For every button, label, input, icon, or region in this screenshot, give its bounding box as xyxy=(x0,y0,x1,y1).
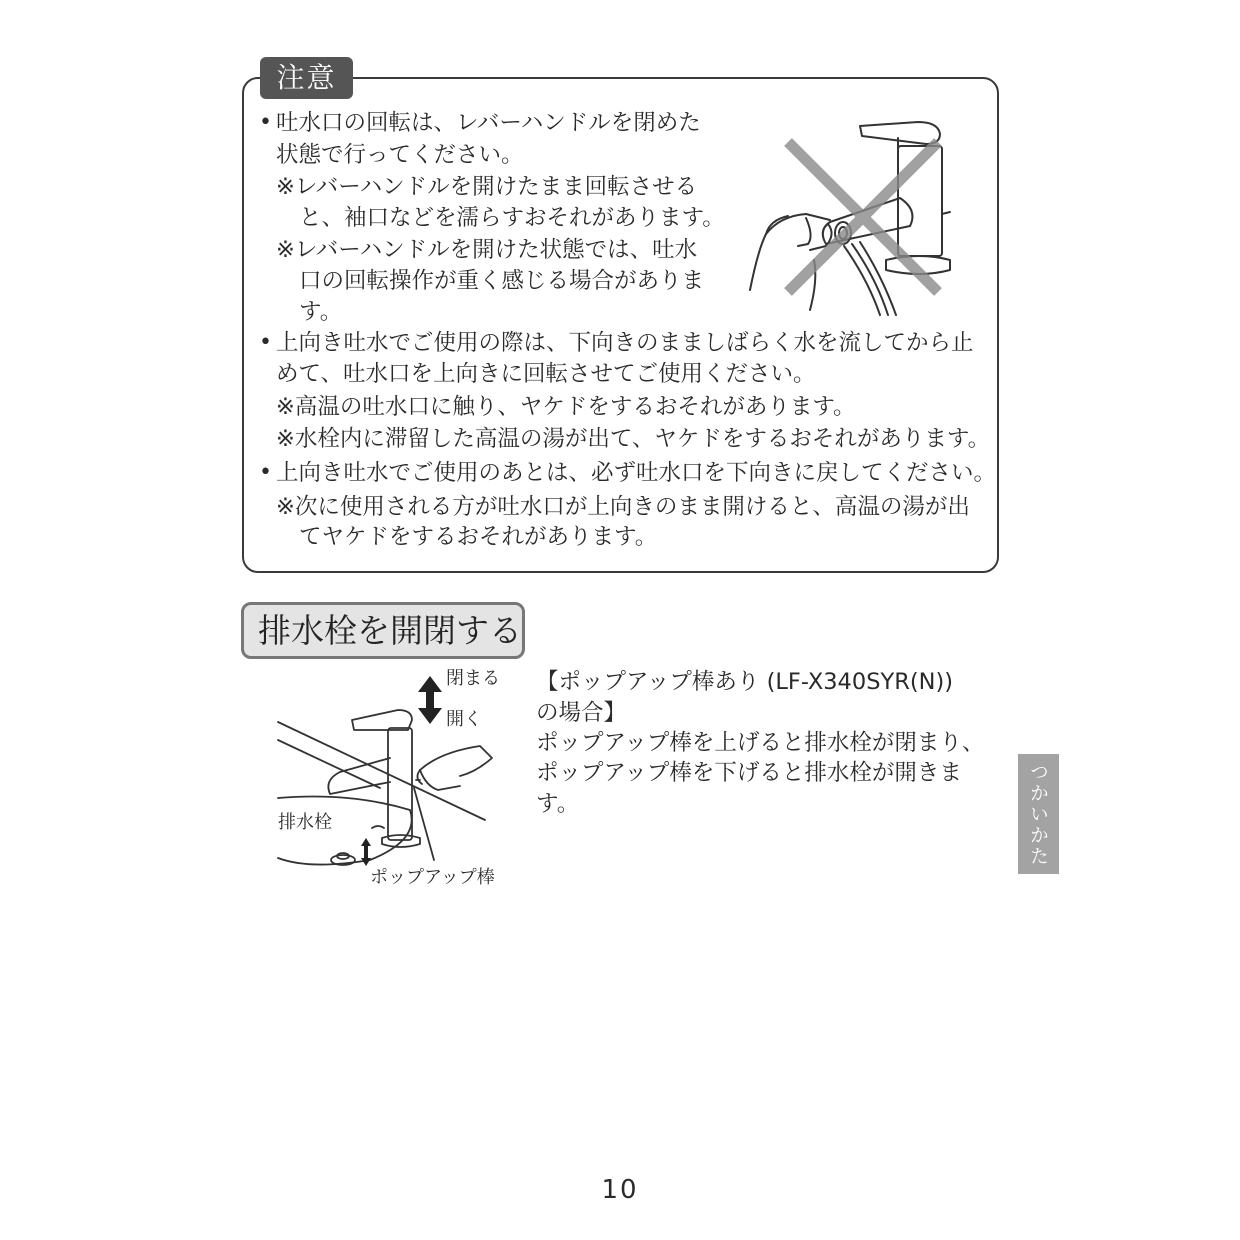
caution-line: 上向き吐水でご使用の際は、下向きのまましばらく水を流してから止 xyxy=(276,330,974,356)
faucet-rotation-prohibited-illustration xyxy=(740,110,970,325)
bullet: • xyxy=(259,460,272,485)
caution-note: ※高温の吐水口に触り、ヤケドをするおそれがあります。 xyxy=(276,394,856,420)
drain-plug-label: 排水栓 xyxy=(278,812,332,833)
drain-faucet-illustration xyxy=(270,660,510,880)
caution-note: てヤケドをするおそれがあります。 xyxy=(299,524,658,550)
caution-note: ※次に使用される方が吐水口が上向きのまま開けると、高温の湯が出 xyxy=(276,494,970,520)
caution-line: めて、吐水口を上向きに回転させてご使用ください。 xyxy=(276,361,816,387)
drain-line: ポップアップ棒を下げると排水栓が開きま xyxy=(536,760,962,786)
caution-note: 口の回転操作が重く感じる場合がありま xyxy=(299,268,705,294)
caution-tag: 注意 xyxy=(260,57,353,99)
caution-note: ※レバーハンドルを開けた状態では、吐水 xyxy=(276,237,698,263)
bullet: • xyxy=(259,110,272,135)
caution-note: す。 xyxy=(299,299,343,325)
popup-rod-label: ポップアップ棒 xyxy=(370,867,495,888)
open-label: 開く xyxy=(446,709,482,730)
caution-line: 上向き吐水でご使用のあとは、必ず吐水口を下向きに戻してください。 xyxy=(276,460,997,486)
page-number: 10 xyxy=(601,1175,639,1205)
caution-note: と、袖口などを濡らすおそれがあります。 xyxy=(299,205,725,231)
side-tab: つかいかた xyxy=(1018,754,1059,874)
drain-line: す。 xyxy=(536,791,580,817)
drain-line: 【ポップアップ棒あり (LF-X340SYR(N)) xyxy=(536,669,954,695)
caution-line: 状態で行ってください。 xyxy=(276,142,524,168)
drain-line: の場合】 xyxy=(536,700,627,726)
bullet: • xyxy=(259,330,272,355)
drain-line: ポップアップ棒を上げると排水栓が閉まり、 xyxy=(536,730,985,756)
caution-note: ※レバーハンドルを開けたまま回転させる xyxy=(276,174,698,200)
section-title: 排水栓を開閉する xyxy=(241,602,525,659)
close-label: 閉まる xyxy=(446,668,500,689)
caution-line: 吐水口の回転は、レバーハンドルを閉めた xyxy=(276,110,701,136)
caution-note: ※水栓内に滞留した高温の湯が出て、ヤケドをするおそれがあります。 xyxy=(276,426,991,452)
